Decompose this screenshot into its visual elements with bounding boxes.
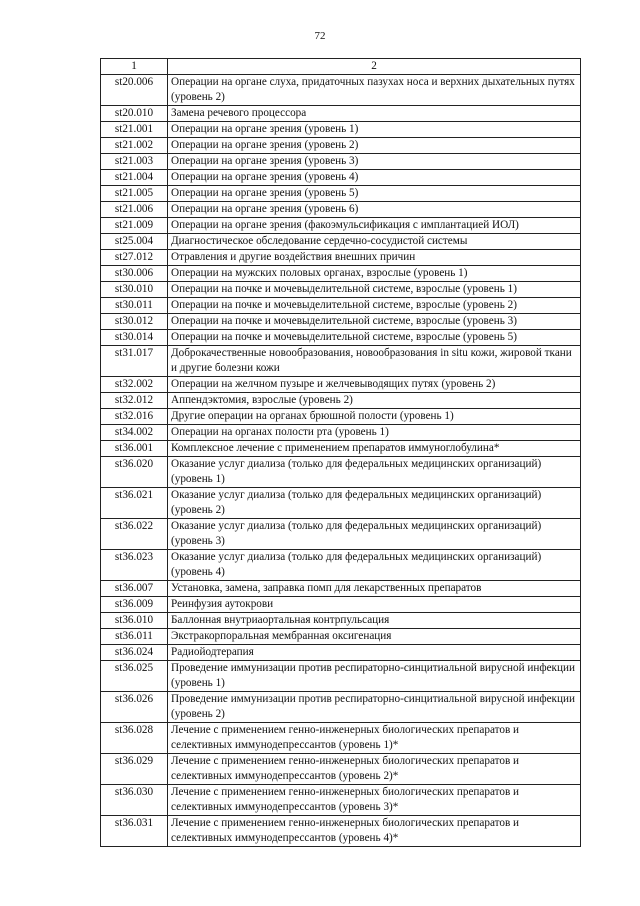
table-row (101, 170, 581, 186)
row-code: st21.002 (101, 138, 168, 154)
table-row (101, 218, 581, 234)
row-name: Операции на органе зрения (уровень 3) (168, 154, 581, 170)
row-name: Аппендэктомия, взрослые (уровень 2) (168, 393, 581, 409)
table-row (101, 234, 581, 250)
row-name: Операции на органе зрения (факоэмульсификация с имплантацией ИОЛ) (168, 218, 581, 234)
row-name: Проведение иммунизации против респираторно-синцитиальной вирусной инфекции (уровень 2) (168, 692, 581, 723)
table-row (101, 597, 581, 613)
row-name: Доброкачественные новообразования, новообразования in situ кожи, жировой ткани и другие болезни кожи (168, 346, 581, 377)
row-code: st25.004 (101, 234, 168, 250)
table-row (101, 723, 581, 754)
row-name: Операции на органе зрения (уровень 4) (168, 170, 581, 186)
table-row (101, 122, 581, 138)
row-name: Оказание услуг диализа (только для федеральных медицинских организаций) (уровень 3) (168, 519, 581, 550)
row-code: st30.011 (101, 298, 168, 314)
row-name: Оказание услуг диализа (только для федеральных медицинских организаций) (уровень 4) (168, 550, 581, 581)
table-row (101, 488, 581, 519)
row-code: st32.016 (101, 409, 168, 425)
row-name: Операции на органе зрения (уровень 6) (168, 202, 581, 218)
row-code: st32.012 (101, 393, 168, 409)
table-header-row (101, 59, 581, 75)
row-name: Отравления и другие воздействия внешних причин (168, 250, 581, 266)
table-row (101, 629, 581, 645)
row-name: Лечение с применением генно-инженерных биологических препаратов и селективных иммунодепрессантов (уровень 2)* (168, 754, 581, 785)
table-row (101, 266, 581, 282)
table-row (101, 409, 581, 425)
row-code: st36.020 (101, 457, 168, 488)
row-name: Комплексное лечение с применением препаратов иммуноглобулина* (168, 441, 581, 457)
row-code: st20.010 (101, 106, 168, 122)
table-row (101, 692, 581, 723)
row-code: st21.009 (101, 218, 168, 234)
row-name: Операции на органах полости рта (уровень 1) (168, 425, 581, 441)
row-name: Лечение с применением генно-инженерных биологических препаратов и селективных иммунодепрессантов (уровень 1)* (168, 723, 581, 754)
row-code: st34.002 (101, 425, 168, 441)
table-row (101, 645, 581, 661)
row-code: st36.011 (101, 629, 168, 645)
table-row (101, 298, 581, 314)
row-code: st36.001 (101, 441, 168, 457)
table-row (101, 519, 581, 550)
row-name: Баллонная внутриаортальная контрпульсация (168, 613, 581, 629)
row-name: Оказание услуг диализа (только для федеральных медицинских организаций) (уровень 1) (168, 457, 581, 488)
row-name: Операции на органе зрения (уровень 5) (168, 186, 581, 202)
row-name: Оказание услуг диализа (только для федеральных медицинских организаций) (уровень 2) (168, 488, 581, 519)
row-name: Операции на почке и мочевыделительной системе, взрослые (уровень 2) (168, 298, 581, 314)
row-code: st36.025 (101, 661, 168, 692)
table-row (101, 282, 581, 298)
row-code: st21.001 (101, 122, 168, 138)
table-row (101, 754, 581, 785)
row-code: st21.005 (101, 186, 168, 202)
table-row (101, 550, 581, 581)
table-row (101, 457, 581, 488)
row-name: Радиойодтерапия (168, 645, 581, 661)
row-name: Операции на мужских половых органах, взрослые (уровень 1) (168, 266, 581, 282)
table-row (101, 314, 581, 330)
row-name: Экстракорпоральная мембранная оксигенация (168, 629, 581, 645)
row-name: Операции на желчном пузыре и желчевыводящих путях (уровень 2) (168, 377, 581, 393)
row-code: st30.012 (101, 314, 168, 330)
table-row (101, 186, 581, 202)
row-code: st21.004 (101, 170, 168, 186)
row-code: st32.002 (101, 377, 168, 393)
row-name: Операции на почке и мочевыделительной системе, взрослые (уровень 1) (168, 282, 581, 298)
row-code: st20.006 (101, 75, 168, 106)
table-row (101, 202, 581, 218)
row-code: st30.010 (101, 282, 168, 298)
table-row (101, 250, 581, 266)
row-code: st27.012 (101, 250, 168, 266)
row-name: Проведение иммунизации против респираторно-синцитиальной вирусной инфекции (уровень 1) (168, 661, 581, 692)
row-name: Лечение с применением генно-инженерных биологических препаратов и селективных иммунодепрессантов (уровень 4)* (168, 816, 581, 847)
row-code: st36.028 (101, 723, 168, 754)
row-name: Операции на почке и мочевыделительной системе, взрослые (уровень 5) (168, 330, 581, 346)
table-row (101, 154, 581, 170)
row-code: st36.010 (101, 613, 168, 629)
table-row (101, 138, 581, 154)
row-name: Операции на почке и мочевыделительной системе, взрослые (уровень 3) (168, 314, 581, 330)
table-row (101, 613, 581, 629)
row-code: st36.007 (101, 581, 168, 597)
table-row (101, 393, 581, 409)
row-code: st36.029 (101, 754, 168, 785)
table-row (101, 346, 581, 377)
row-code: st21.003 (101, 154, 168, 170)
row-name: Операции на органе слуха, придаточных пазухах носа и верхних дыхательных путях (уровень 2) (168, 75, 581, 106)
row-name: Установка, замена, заправка помп для лекарственных препаратов (168, 581, 581, 597)
table-row (101, 441, 581, 457)
row-name: Диагностическое обследование сердечно-сосудистой системы (168, 234, 581, 250)
row-code: st36.021 (101, 488, 168, 519)
table-row (101, 661, 581, 692)
table-row (101, 75, 581, 106)
row-name: Реинфузия аутокрови (168, 597, 581, 613)
row-name: Лечение с применением генно-инженерных биологических препаратов и селективных иммунодепрессантов (уровень 3)* (168, 785, 581, 816)
row-code: st36.030 (101, 785, 168, 816)
row-name: Операции на органе зрения (уровень 2) (168, 138, 581, 154)
row-code: st30.014 (101, 330, 168, 346)
table-row (101, 816, 581, 847)
row-code: st36.026 (101, 692, 168, 723)
row-code: st31.017 (101, 346, 168, 377)
row-code: st36.031 (101, 816, 168, 847)
table-row (101, 330, 581, 346)
row-code: st36.022 (101, 519, 168, 550)
row-code: st36.024 (101, 645, 168, 661)
procedures-table (100, 58, 581, 847)
column-header-2: 2 (168, 59, 581, 75)
table-row (101, 581, 581, 597)
row-code: st36.009 (101, 597, 168, 613)
table-row (101, 106, 581, 122)
column-header-1: 1 (101, 59, 168, 75)
row-name: Другие операции на органах брюшной полости (уровень 1) (168, 409, 581, 425)
table-row (101, 377, 581, 393)
row-code: st30.006 (101, 266, 168, 282)
table-row (101, 785, 581, 816)
row-code: st21.006 (101, 202, 168, 218)
row-name: Операции на органе зрения (уровень 1) (168, 122, 581, 138)
table-row (101, 425, 581, 441)
row-name: Замена речевого процессора (168, 106, 581, 122)
page-number: 72 (314, 30, 326, 42)
row-code: st36.023 (101, 550, 168, 581)
